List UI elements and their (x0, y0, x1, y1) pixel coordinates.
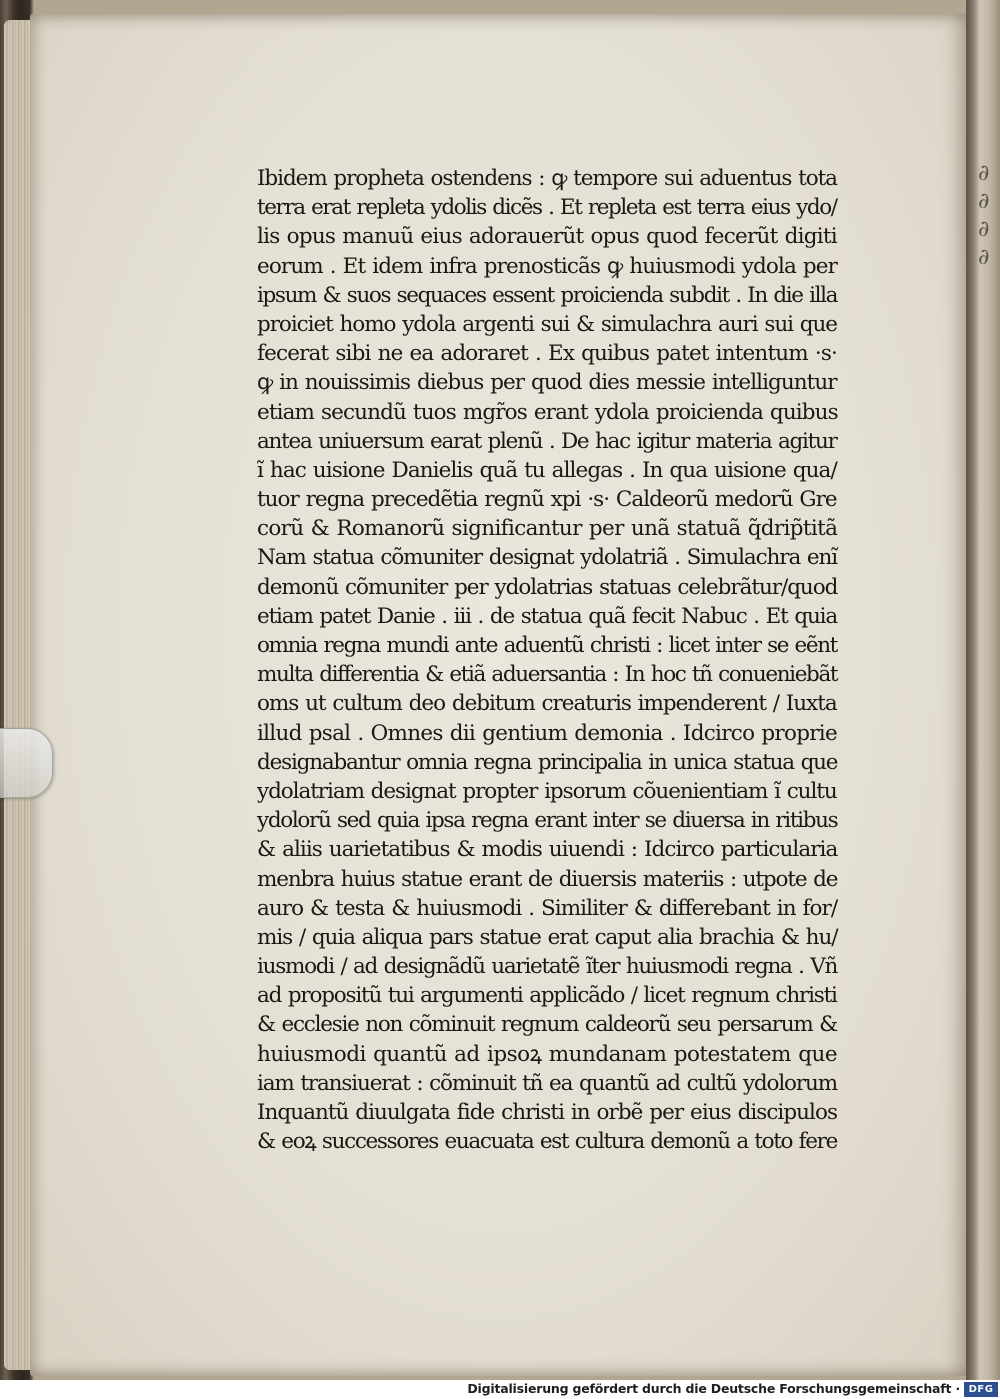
text-line: multa differentia & etiã aduersantia : In hoc tñ conueniebãt (257, 662, 838, 688)
text-line: etiam secundũ tuos mgr̃os erant ydola proicienda quibus (257, 399, 838, 425)
text-line: iam transiuerat : cõminuit tñ ea quantũ ad cultũ ydolorum (257, 1070, 837, 1096)
text-line: & ecclesie non cõminuit regnum caldeorũ seu persarum & (257, 1012, 838, 1038)
text-line: ad propositũ tui argumenti applicãdo / licet regnum christi (257, 983, 837, 1009)
text-line: fecerat sibi ne ea adoraret . Ex quibus patet intentum ·s· (257, 341, 838, 367)
text-line: oms ut cultum deo debitum creaturis impenderent / Iuxta (257, 691, 837, 717)
text-line: eorum . Et idem infra prenosticãs ꝙ huiusmodi ydola per (257, 253, 838, 279)
text-line: lis opus manuũ eius adorauerũt opus quod fecerũt digiti (257, 224, 837, 250)
text-line: antea uniuersum earat plenũ . De hac igitur materia agitur (257, 428, 837, 454)
text-line: & aliis uarietatibus & modis uiuendi : Idcirco particularia (257, 837, 838, 863)
page-clip (0, 728, 53, 798)
dfg-logo: DFG (964, 1382, 998, 1397)
text-line: ꝙ in nouissimis diebus per quod dies messie intelliguntur (257, 370, 837, 396)
text-line: illud psal . Omnes dii gentium demonia . Idcirco proprie (257, 720, 837, 746)
text-line: iusmodi / ad designãdũ uarietatẽ ĩter huiusmodi regna . Vñ (257, 954, 838, 980)
text-line: terra erat repleta ydolis dicẽs . Et repleta est terra eius ydo/ (257, 195, 837, 221)
text-line: proiciet homo ydola argenti sui & simulachra auri sui que (257, 311, 837, 337)
text-line: Inquantũ diuulgata fide christi in orbẽ per eius discipulos (257, 1100, 838, 1125)
text-line: ĩ hac uisione Danielis quã tu allegas . In qua uisione qua/ (257, 457, 837, 483)
text-line: auro & testa & huiusmodi . Similiter & differebant in for/ (257, 895, 838, 921)
text-line: ydolatriam designat propter ipsorum cõuenientiam ĩ cultu (257, 778, 837, 804)
text-line: tuor regna precedẽtia regnũ xpi ·s· Caldeorũ medorũ Gre (257, 487, 837, 513)
text-line: demonũ cõmuniter per ydolatrias statuas celebrãtur/quod (257, 574, 838, 600)
text-line: mis / quia aliqua pars statue erat caput alia brachia & hu/ (257, 924, 838, 950)
text-line: omnia regna mundi ante aduentũ christi : licet inter se eẽnt (257, 633, 837, 658)
footer-bar (0, 1380, 1000, 1399)
text-line: & eoꝝ successores euacuata est cultura demonũ a toto fere (257, 1129, 838, 1155)
text-line: etiam patet Danie . iii . de statua quã fecit Nabuc . Et quia (257, 603, 838, 629)
text-line: menbra huius statue erant de diuersis materiis : utpote de (257, 866, 838, 892)
text-line: huiusmodi quantũ ad ipsoꝝ mundanam potestatem que (257, 1041, 838, 1067)
facing-page-marks: ∂ ∂ ∂ ∂ (978, 161, 990, 270)
text-line: Ibidem propheta ostendens : ꝙ tempore sui aduentus tota (257, 166, 837, 191)
text-line: ipsum & suos sequaces essent proicienda subdit . In die illa (257, 282, 838, 308)
text-line: Nam statua cõmuniter designat ydolatriã . Simulachra enĩ (257, 545, 838, 571)
facing-page-edge (966, 0, 1000, 1380)
text-line: ydolorũ sed quia ipsa regna erant inter se diuersa in ritibus (257, 808, 838, 834)
text-line: designabantur omnia regna principalia in unica statua que (257, 749, 838, 775)
page-text-block (257, 164, 837, 1156)
text-line: corũ & Romanorũ significantur per unã statuã q̃drip̃titã (257, 516, 838, 542)
funding-credit: Digitalisierung gefördert durch die Deutsche Forschungsgemeinschaft · (467, 1381, 960, 1396)
